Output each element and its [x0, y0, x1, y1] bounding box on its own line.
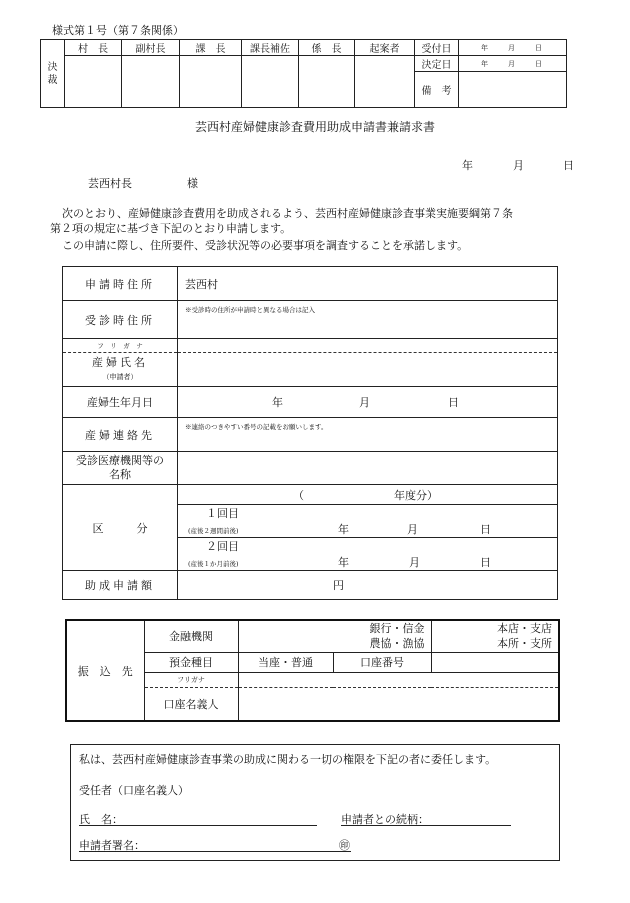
deposit-label: 預金種目	[144, 652, 238, 672]
remarks-label: 備 考	[415, 72, 459, 108]
exam-address-note: ※受診時の住所が申請時と異なる場合は記入	[185, 306, 315, 314]
relation-label: 申請者との続柄：	[341, 813, 429, 826]
first-visit-field[interactable]: １回目 (産後２週間前後) 年 月 日	[178, 505, 558, 538]
name-label: 産婦氏名	[92, 355, 148, 369]
branch-field[interactable]: 本店・支店 本所・支所	[431, 620, 559, 652]
stamp-drafter[interactable]	[355, 56, 415, 108]
exam-address-field[interactable]	[178, 301, 558, 339]
form-number: 様式第１号（第７条関係）	[52, 24, 184, 37]
holder-furigana-label: フリガナ	[144, 672, 238, 687]
second-visit-field[interactable]: ２回目 (産後１か月前後) 年 月 日	[178, 538, 558, 571]
approval-col-deputy: 副村長	[122, 40, 180, 56]
approval-label: 決裁	[41, 40, 65, 108]
amount-field[interactable]: 円	[178, 571, 558, 600]
birth-label: 産婦生年月日	[63, 387, 178, 418]
stamp-assistant-chief[interactable]	[242, 56, 299, 108]
approval-col-village-head: 村 長	[65, 40, 122, 56]
received-date-label: 受付日	[415, 40, 459, 56]
furigana-field[interactable]	[178, 339, 558, 353]
clinic-field[interactable]	[178, 452, 558, 485]
addressee: 芸西村長	[88, 177, 132, 190]
stamp-subsection-chief[interactable]	[299, 56, 355, 108]
approval-col-assistant-chief: 課長補佐	[242, 40, 299, 56]
amount-label: 助成申請額	[63, 571, 178, 600]
exam-address-label: 受診時住所	[63, 301, 178, 339]
relation-line[interactable]	[341, 825, 511, 826]
deposit-options[interactable]: 当座・普通	[238, 652, 333, 672]
approval-table	[40, 39, 567, 108]
date-nen: 年	[462, 159, 473, 172]
contact-label: 産婦連絡先	[63, 418, 178, 452]
name-label-cell	[63, 353, 178, 387]
institution-label: 金融機関	[144, 620, 238, 652]
contact-field[interactable]	[178, 418, 558, 452]
bank-table	[65, 619, 560, 722]
received-date-field[interactable]: 年 月 日	[459, 40, 567, 56]
approval-col-drafter: 起案者	[355, 40, 415, 56]
date-tsuki: 月	[513, 159, 524, 172]
date-hi: 日	[563, 159, 574, 172]
fiscal-year-field[interactable]: （ 年度分）	[178, 485, 558, 505]
seal-mark: ㊞	[339, 839, 350, 852]
name-field[interactable]	[178, 353, 558, 387]
transfer-label: 振 込 先	[66, 620, 144, 721]
page-title: 芸西村産婦健康診査費用助成申請書兼請求書	[194, 120, 435, 134]
body-text-1: 次のとおり、産婦健康診査費用を助成されるよう、芸西村産婦健康診査事業実施要綱第７条	[62, 207, 513, 220]
clinic-label: 受診医療機関等の 名称	[63, 452, 178, 485]
applicant-label: （申請者）	[102, 372, 138, 381]
account-number-field[interactable]	[431, 652, 559, 672]
approval-col-subsection-chief: 係 長	[299, 40, 355, 56]
contact-note: ※連絡のつきやすい番号の記載をお願いします。	[185, 423, 328, 431]
body-text-3: この申請に際し、住所要件、受診状況等の必要事項を調査することを承諾します。	[62, 239, 469, 252]
stamp-deputy[interactable]	[122, 56, 180, 108]
approval-col-section-chief: 課 長	[180, 40, 242, 56]
remarks-field[interactable]	[459, 72, 567, 108]
stamp-section-chief[interactable]	[180, 56, 242, 108]
delegate-name-line[interactable]	[79, 825, 317, 826]
furigana-label: フ リ ガ ナ	[63, 339, 178, 353]
account-number-label: 口座番号	[333, 652, 431, 672]
decided-date-label: 決定日	[415, 56, 459, 72]
honorific: 様	[187, 177, 198, 190]
birth-field[interactable]: 年 月 日	[178, 387, 558, 418]
application-table	[62, 266, 558, 600]
address-field[interactable]: 芸西村	[178, 267, 558, 301]
address-label: 申請時住所	[63, 267, 178, 301]
holder-furigana-field[interactable]	[238, 672, 559, 687]
delegate-label: 受任者（口座名義人）	[79, 784, 189, 797]
stamp-village-head[interactable]	[65, 56, 122, 108]
delegation-text: 私は、芸西村産婦健康診査事業の助成に関わる一切の権限を下記の者に委任します。	[79, 753, 497, 766]
holder-label: 口座名義人	[144, 687, 238, 721]
signature-line[interactable]	[79, 851, 351, 852]
signature-label: 申請者署名：	[79, 839, 145, 852]
delegate-name-label: 氏 名：	[79, 813, 123, 826]
bank-name-field[interactable]: 銀行・信金 農協・漁協	[238, 620, 431, 652]
delegation-box	[70, 744, 560, 861]
decided-date-field[interactable]: 年 月 日	[459, 56, 567, 72]
body-text-2: 第２項の規定に基づき下記のとおり申請します。	[50, 222, 292, 235]
holder-field[interactable]	[238, 687, 559, 721]
category-label: 区 分	[63, 485, 178, 571]
